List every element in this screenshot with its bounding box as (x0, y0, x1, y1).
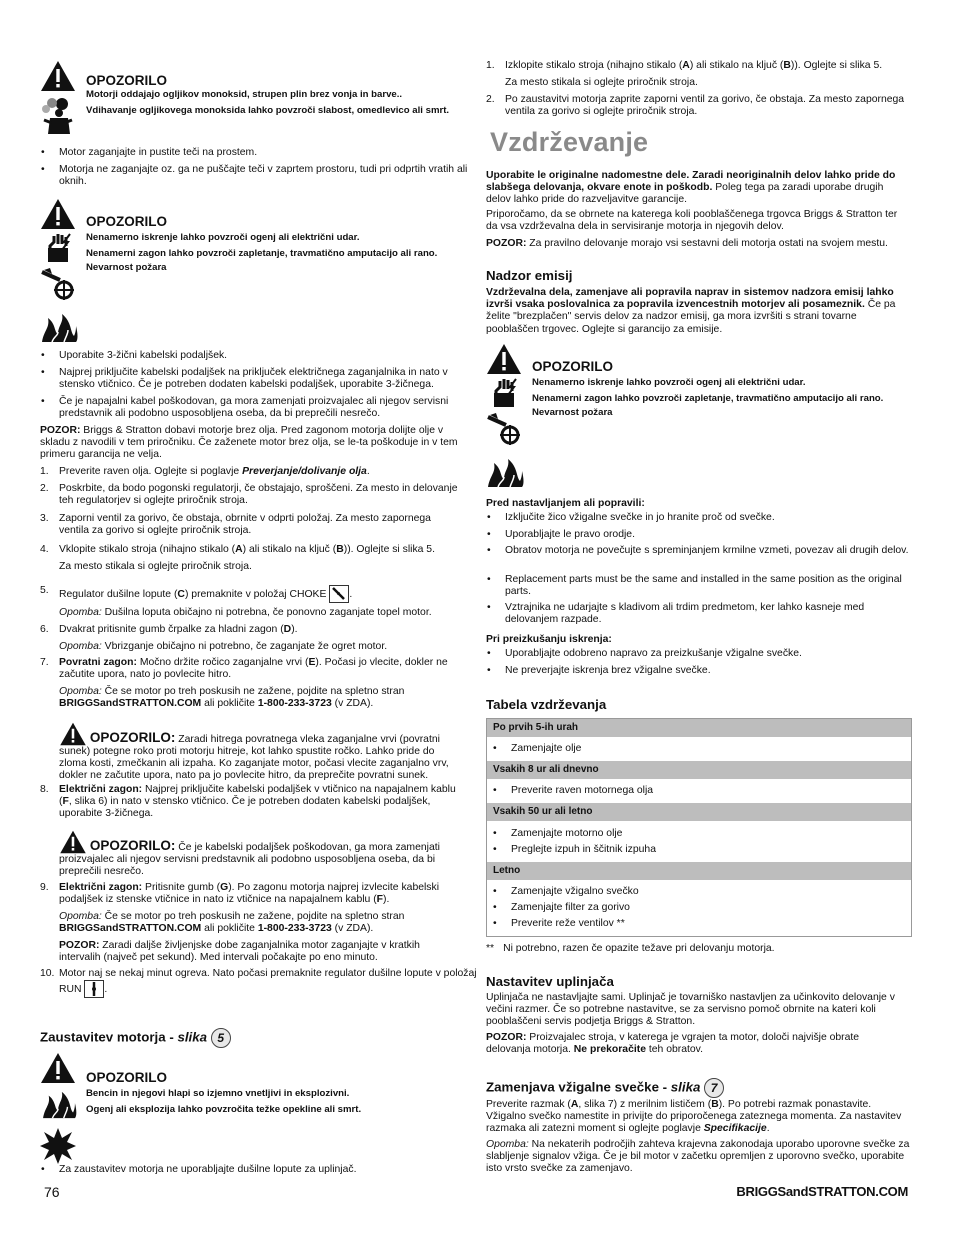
carburetor-pozor: POZOR: Proizvajalec stroja, v katerega je vgrajen ta motor, določi najvišje obrate delovanja motorja. Ne prekoračite teh obratov. (486, 1032, 860, 1056)
run-icon (84, 980, 104, 998)
warning-line: Nenamerno iskrenje lahko povzroči ogenj ali električni udar. (532, 377, 806, 388)
step-7: 7. Povratni zagon: Močno držite ročico zaganjalne vrvi (E). Počasi jo vlecite, dokler ne začutite upora, nato jo povlecite hitro. (40, 657, 448, 681)
spark-plug-heading: Zamenjava vžigalne svečke - slika 7 (486, 1078, 724, 1098)
warning-line: Nenamerno iskrenje lahko povzroči ogenj ali električni udar. (86, 232, 360, 243)
warning-heading: OPOZORILO (86, 214, 167, 229)
spark-label: Pri preizkušanju iskrenja: (486, 634, 612, 645)
electric-shock-icon (486, 377, 522, 409)
table-row (487, 880, 911, 936)
intro-paragraph: Uporabite le originalne nadomestne dele. Zaradi neoriginalnih delov lahko pride do slabšega delovanja, okvare enote in poškodb. Poleg tega pa zaradi uporabe drugih delov lahko pride do razveljavitve garancije. (486, 170, 896, 206)
warning-triangle-icon (59, 722, 87, 746)
list-item: • Motor zaganjajte in pustite teči na prostem. (40, 147, 469, 159)
step-stop-1-sub: Za mesto stikala si oglejte priročnik stroja. (505, 77, 698, 88)
warning-line: Nevarnost požara (86, 262, 167, 274)
table-row (487, 779, 911, 803)
spark-plug-paragraph: Preverite razmak (A, slika 7) z merilnim lističem (B). Po potrebi razmak ponastavite. Vžigalno svečko namestite in privijte do priporočenega zateznega momenta. Za nastavitev razmaka ali zatezni moment si oglejte poglavje Specifikacije. (486, 1099, 902, 1135)
table-item: • Zamenjajte filter za gorivo (487, 900, 911, 916)
table-footnote: ** Ni potrebno, razen če opazite težave pri delovanju motorja. (486, 943, 775, 954)
table-header-row: Letno (487, 862, 911, 880)
step-9-pozor: POZOR: Zaradi daljše življenjske dobe zaganjalnika motor zaganjajte v kratkih intervalih (največ pet sekund). Med intervali počakajte po eno minuto. (59, 940, 420, 964)
step-9-note: Opomba: Če se motor po treh poskusih ne zažene, pojdite na spletno stran BRIGGSandSTRATTON.COM ali pokličite 1-800-233-3723 (v ZDA). (59, 911, 405, 935)
step-5-note: Opomba: Dušilna loputa običajno ni potrebna, če ponovno zaganjate topel motor. (59, 607, 432, 618)
warning-cord: OPOZORILO: Če je kabelski podaljšek poškodovan, ga mora zamenjati proizvajalec ali njegov servisni predstavnik ali podobno usposobljena oseba, da bi preprečili nesrečo. (59, 830, 459, 878)
maintenance-table (486, 718, 912, 937)
step-9: 9. Električni zagon: Pritisnite gumb (G). Po zagonu motorja najprej izvlecite kabelski podaljšek iz stenske vtičnice in nato iz vtičnice na napajalnem kablu (F). (40, 882, 440, 906)
fire-icon (486, 457, 524, 489)
warning-heading: OPOZORILO (86, 73, 167, 88)
step-3: 3. Zaporni ventil za gorivo, če obstaja, obrnite v odprti položaj. Za mesto zapornega ventila za gorivo si oglejte priročnik stroja. (40, 513, 431, 537)
step-stop-1: 1. Izklopite stikalo stroja (nihajno stikalo (A) ali stikalo na ključ (B)). Oglejte si slika 5. (486, 60, 883, 71)
list-item: • Izključite žico vžigalne svečke in jo hranite proč od svečke. (486, 512, 910, 524)
warning-spark-start-fire (40, 198, 460, 346)
stop-heading: Zaustavitev motorja - slika 5 (40, 1028, 231, 1048)
warning-triangle-icon (59, 830, 87, 854)
table-item: • Preverite reže ventilov ** (487, 916, 911, 932)
warning-triangle-icon (40, 198, 76, 230)
table-row (487, 821, 911, 862)
explosion-icon (40, 1128, 76, 1164)
table-item: • Preglejte izpuh in ščitnik izpuha (487, 842, 911, 858)
warning-heading: OPOZORILO (532, 359, 613, 374)
emissions-heading: Nadzor emisij (486, 268, 573, 283)
warning-line: Motorji oddajajo ogljikov monoksid, strupen plin brez vonja in barve.. (86, 89, 403, 100)
list-item: • Ne preverjajte iskrenja brez vžigalne svečke. (486, 665, 910, 677)
warning-recoil: OPOZORILO: Zaradi hitrega povratnega vleka zaganjalne vrvi (povratni sunek) potegne roko proti motorju hitreje, kot lahko spustite ročko. Lahko pride do zloma kosti, zmečkanin ali izpaha. Ko zaganjate motor, počasi vlecite zaganjalno vrv, dokler ne začutite upora, nato pa jo povlecite hitro, da preprečite povratni sunek. (59, 722, 459, 783)
table-item: • Zamenjajte olje (487, 741, 911, 757)
before-label: Pred nastavljanjem ali popravili: (486, 498, 645, 509)
fire-icon (40, 1090, 78, 1120)
table-item: • Preverite raven motornega olja (487, 783, 911, 799)
maintenance-table-heading: Tabela vzdrževanja (486, 697, 607, 712)
warning-line: Nenamerni zagon lahko povzroči zapletanje, travmatično amputacijo ali rano. (532, 393, 884, 405)
step-8: 8. Električni zagon: Najprej priključite kabelski podaljšek v vtičnico na napajalnem kablu (F, slika 6) in nato v stensko vtičnico. Če je potreben dodaten kabelski podaljšek, uporabite 3-žičnega. (40, 784, 456, 820)
entanglement-icon (40, 266, 76, 302)
warning-heading: OPOZORILO: (89, 837, 176, 853)
page-number: 76 (44, 1184, 60, 1200)
link-specifications[interactable]: Specifikacije (703, 1123, 767, 1135)
list-item: • Za zaustavitev motorja ne uporabljajte dušilne lopute za uplinjač. (40, 1164, 469, 1176)
warning-triangle-icon (40, 60, 76, 92)
table-row (487, 737, 911, 761)
link-oil-check[interactable]: Preverjanje/dolivanje olja (242, 466, 367, 477)
step-2: 2. Poskrbite, da bodo pogonski regulatorji, če obstajajo, sproščeni. Za mesto in delovanje teh regulatorjev si oglejte priročnik stroja. (40, 483, 458, 507)
emissions-paragraph: Vzdrževalna dela, zamenjave ali popravila naprav in sistemov nadzora emisij lahko izvrši vsaka poslovalnica za popravila izvencestnih motorjev ali posameznik. Če pa želite "brezplačen" servis delov za nadzor emisij, ga mora izvršiti s strani tovarne pooblaščen trgovec. Oglejte si garancijo za emisije. (486, 287, 896, 335)
step-5: 5. Regulator dušilne lopute (C) premaknite v položaj CHOKE . (40, 585, 479, 603)
table-header-row: Vsakih 50 ur ali letno (487, 803, 911, 821)
list-item: • Motorja ne zaganjajte oz. ga ne puščajte teči v zaprtem prostoru, tudi pri odprtih vratih ali oknih. (40, 164, 469, 188)
step-10: 10. Motor naj se nekaj minut ogreva. Nato počasi premaknite regulator dušilne lopute v položaj RUN . (40, 968, 484, 998)
warning-carbon-monoxide (40, 60, 460, 135)
step-1: 1. Preverite raven olja. Oglejte si poglavje Preverjanje/dolivanje olja. (40, 466, 370, 477)
list-item: • Obratov motorja ne povečujte s spreminjanjem krmilne vzmeti, povezav ali drugih delov. (486, 545, 910, 557)
warning-line: Nevarnost požara (532, 407, 613, 419)
fire-icon (40, 312, 78, 344)
step-6: 6. Dvakrat pritisnite gumb črpalke za hladni zagon (D). (40, 624, 298, 635)
step-stop-2: 2. Po zaustavitvi motorja zaprite zaporni ventil za gorivo, če obstaja. Za mesto zapornega ventila za gorivo si oglejte priročnik stroja. (486, 94, 905, 118)
warning-triangle-icon (486, 343, 522, 375)
warning-triangle-icon (40, 1052, 76, 1084)
warning-line: Nenamerni zagon lahko povzroči zapletanje, travmatično amputacijo ali rano. (86, 248, 438, 260)
list-item: • Replacement parts must be the same and installed in the same position as the original parts. (486, 574, 910, 598)
list-item: • Uporabljajte odobreno napravo za preizkušanje vžigalne svečke. (486, 648, 910, 660)
spark-plug-note: Opomba: Na nekaterih področjih zahteva krajevna zakonodaja uporabo uporovne svečke za slabljenje signalov vžiga. Če je bil motor v začetku opremljen z uporovno svečko, uporabite isto vrsto svečke za zamenjavo. (486, 1139, 910, 1175)
warning-spark-start-fire (486, 343, 910, 491)
toxic-fumes-icon (40, 96, 76, 134)
figure-reference: 7 (704, 1078, 724, 1098)
table-item: • Zamenjajte motorno olje (487, 826, 911, 842)
list-item: • Uporabite 3-žični kabelski podaljšek. (40, 350, 469, 362)
brand-url: BRIGGSandSTRATTON.COM (736, 1184, 908, 1199)
section-title: Vzdrževanje (490, 127, 649, 157)
step-6-note: Opomba: Vbrizganje običajno ni potrebno, če zaganjate že ogret motor. (59, 641, 388, 652)
table-header-row: Vsakih 8 ur ali dnevno (487, 761, 911, 779)
step-4-sub: Za mesto stikala si oglejte priročnik stroja. (59, 561, 252, 572)
table-item: • Zamenjajte vžigalno svečko (487, 884, 911, 900)
list-item: • Uporabljajte le pravo orodje. (486, 529, 910, 541)
intro-paragraph-2: Priporočamo, da se obrnete na katerega koli pooblaščenega trgovca Briggs & Stratton ter da vsa vzdrževalna dela in servisiranje motorja in njegovih delov. (486, 209, 898, 233)
figure-reference: 5 (211, 1028, 231, 1048)
list-item: • Najprej priključite kabelski podaljšek na priključek električnega zaganjalnika in nato v stensko vtičnico. Če je potreben dodaten kabelski podaljšek, uporabite 3-žičnega. (40, 367, 469, 391)
warning-heading: OPOZORILO (86, 1070, 167, 1085)
step-4: 4. Vklopite stikalo stroja (nihajno stikalo (A) ali stikalo na ključ (B)). Oglejte si slika 5. (40, 544, 435, 555)
pozor-note: POZOR: Za pravilno delovanje morajo vsi sestavni deli motorja ostati na svojem mestu. (486, 238, 888, 249)
list-item: • Vztrajnika ne udarjajte s kladivom ali trdim predmetom, ker lahko kasneje med delovanjem razpade. (486, 602, 910, 626)
carburetor-paragraph: Uplinjača ne nastavljajte sami. Uplinjač je tovarniško nastavljen za učinkovito delovanje v večini razmer. Če so potrebne nastavitve, se za servisno pomoč obrnite na kateri koli pooblaščeni servis podjetja Briggs & Stratton. (486, 992, 895, 1028)
warning-line: Vdihavanje ogljikovega monoksida lahko povzroči slabost, omedlevico ali smrt. (86, 105, 450, 117)
warning-fuel-explosion (40, 1052, 460, 1162)
table-header-row: Po prvih 5-ih urah (487, 719, 911, 737)
warning-line: Ogenj ali eksplozija lahko povzročita težke opekline ali smrt. (86, 1104, 362, 1116)
carburetor-heading: Nastavitev uplinjača (486, 974, 614, 989)
pozor-note: POZOR: Briggs & Stratton dobavi motorje brez olja. Pred zagonom motorja dolijte olje v skladu z navodili v tem priročniku. Če zaženete motor brez olja, se le-ta poškoduje in v tem primeru garancija ne velja. (40, 425, 458, 461)
choke-icon (329, 585, 349, 603)
warning-line: Bencin in njegovi hlapi so izjemno vnetljivi in eksplozivni. (86, 1088, 350, 1099)
step-7-note: Opomba: Če se motor po treh poskusih ne zažene, pojdite na spletno stran BRIGGSandSTRATTON.COM ali pokličite 1-800-233-3723 (v ZDA). (59, 686, 405, 710)
entanglement-icon (486, 411, 522, 447)
electric-shock-icon (40, 232, 76, 264)
list-item: • Če je napajalni kabel poškodovan, ga mora zamenjati proizvajalec ali njegov servisni predstavnik ali podobno usposobljena oseba, da bi preprečili nesrečo. (40, 396, 469, 420)
warning-heading: OPOZORILO: (89, 729, 176, 745)
